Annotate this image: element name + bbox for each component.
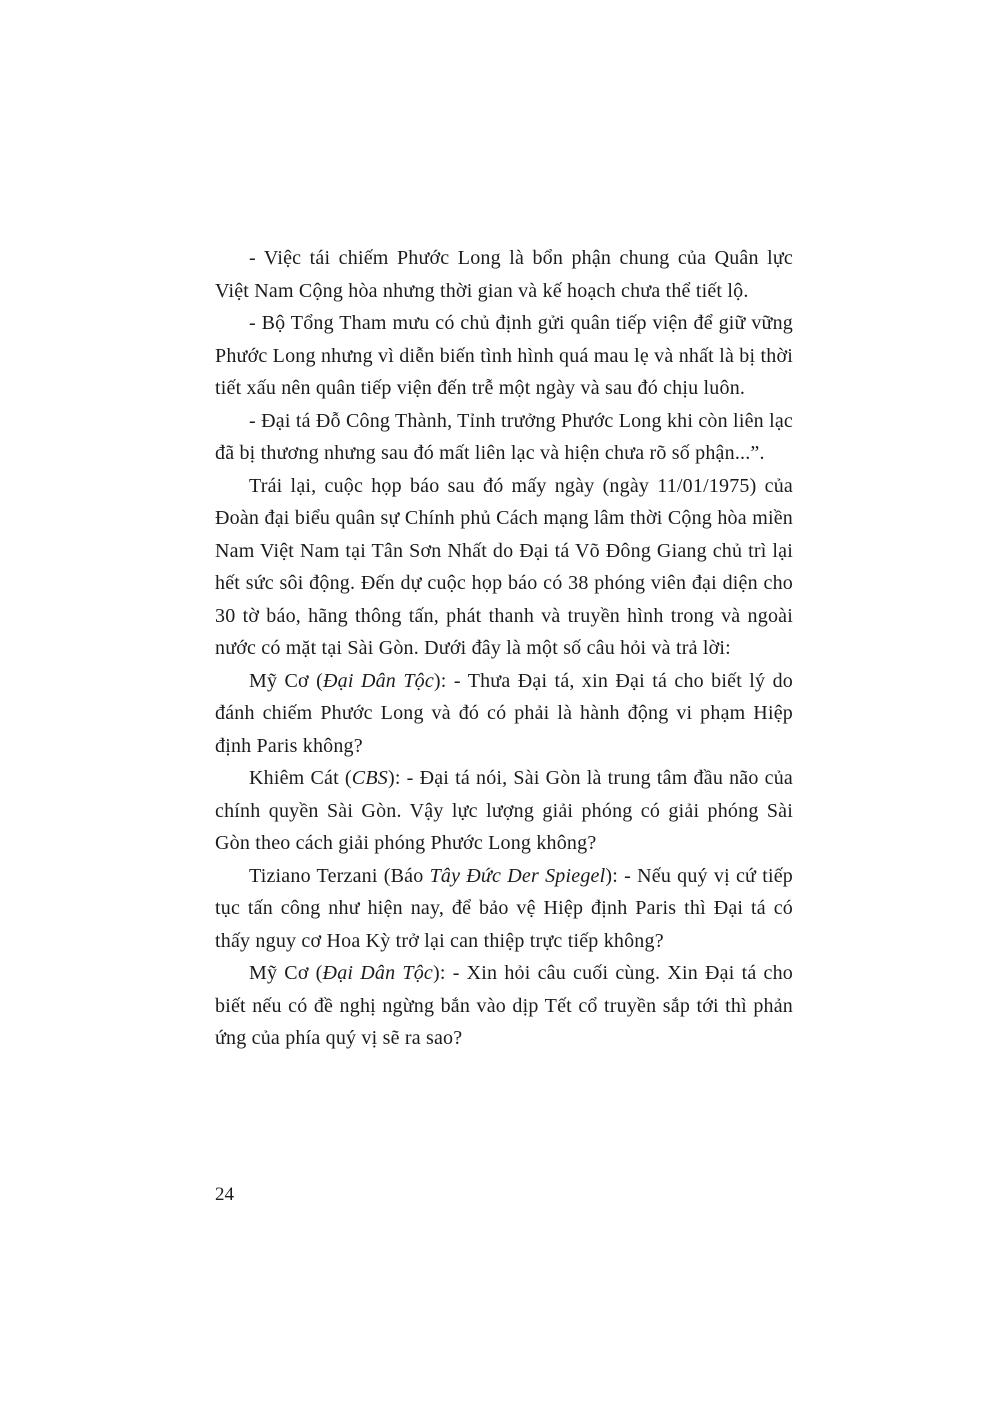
paragraph bbox=[215, 665, 793, 763]
paragraph bbox=[215, 470, 793, 665]
text-segment: - Việc tái chiếm Phước Long là bổn phận chung của Quân lực Việt Nam Cộng hòa nhưng thời gian và kế hoạch chưa thể tiết lộ. bbox=[215, 247, 793, 302]
text-segment: Mỹ Cơ ( bbox=[249, 669, 324, 692]
text-segment: Khiêm Cát ( bbox=[249, 767, 352, 789]
text-segment: - Bộ Tổng Tham mưu có chủ định gửi quân tiếp viện để giữ vững Phước Long nhưng vì diễn biến tình hình quá mau lẹ và nhất là bị thời tiết xấu nên quân tiếp viện đến trễ một ngày và sau đó chịu luôn. bbox=[215, 312, 793, 399]
italic-text-segment: Đại Dân Tộc bbox=[323, 669, 434, 692]
italic-text-segment: Tây Đức Der Spiegel bbox=[429, 864, 606, 887]
text-segment: ): - Nếu quý vị cứ tiếp tục tấn công như hiện nay, để bảo vệ Hiệp định Paris thì Đại tá có thấy nguy cơ Hoa Kỳ trở lại can thiệp trực tiếp không? bbox=[215, 864, 794, 952]
text-segment: ): - Đại tá nói, Sài Gòn là trung tâm đầu não của chính quyền Sài Gòn. Vậy lực lượng giải phóng có giải phóng Sài Gòn theo cách giải phóng Phước Long không? bbox=[215, 767, 793, 854]
paragraph bbox=[215, 957, 793, 1055]
italic-text-segment: Đại Dân Tộc bbox=[322, 962, 433, 984]
paragraph bbox=[215, 860, 793, 958]
text-segment: ): - Thưa Đại tá, xin Đại tá cho biết lý do đánh chiếm Phước Long và đó có phải là hành động vi phạm Hiệp định Paris không? bbox=[215, 669, 793, 757]
paragraph bbox=[215, 405, 793, 470]
text-segment: Mỹ Cơ ( bbox=[249, 962, 323, 984]
page-number: 24 bbox=[215, 1184, 234, 1205]
paragraph bbox=[215, 242, 793, 307]
text-segment: Tiziano Terzani (Báo bbox=[249, 864, 430, 887]
text-segment: ): - Xin hỏi câu cuối cùng. Xin Đại tá cho biết nếu có đề nghị ngừng bắn vào dịp Tết cổ truyền sắp tới thì phản ứng của phía quý vị sẽ ra sao? bbox=[215, 962, 793, 1049]
text-segment: Trái lại, cuộc họp báo sau đó mấy ngày (ngày 11/01/1975) của Đoàn đại biểu quân sự Chính phủ Cách mạng lâm thời Cộng hòa miền Nam Việt Nam tại Tân Sơn Nhất do Đại tá Võ Đông Giang chủ trì lại hết sức sôi động. Đến dự cuộc họp báo có 38 phóng viên đại diện cho 30 tờ báo, hãng thông tấn, phát thanh và truyền hình trong và ngoài nước có mặt tại Sài Gòn. Dưới đây là một số câu hỏi và trả lời: bbox=[215, 474, 793, 659]
paragraph bbox=[215, 762, 793, 860]
text-segment: - Đại tá Đỗ Công Thành, Tỉnh trưởng Phước Long khi còn liên lạc đã bị thương nhưng sau đó mất liên lạc và hiện chưa rõ số phận...”. bbox=[215, 409, 793, 464]
italic-text-segment: CBS bbox=[351, 767, 388, 789]
body-text bbox=[215, 242, 793, 1055]
paragraph bbox=[215, 307, 793, 405]
